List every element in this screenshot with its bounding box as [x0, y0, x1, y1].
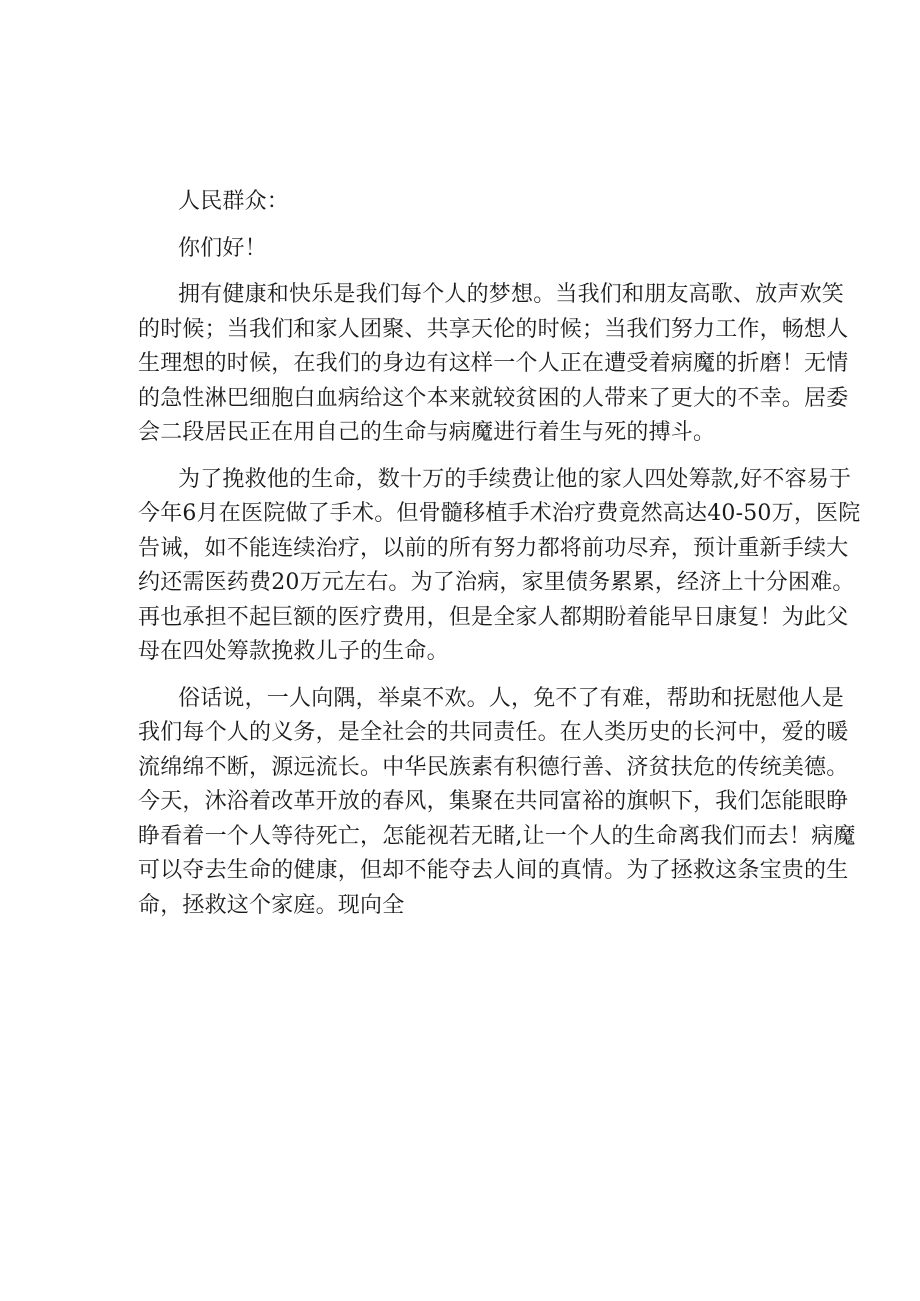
text-line: 今年6月在医院做了手术。但骨髓移植手术治疗费竟然高达40-50万，医院 — [138, 501, 861, 526]
letter-salutation: 你们好！ — [178, 235, 267, 261]
text-line: 命，拯救这个家庭。现向全 — [138, 892, 405, 918]
text-line: 生理想的时候，在我们的身边有这样一个人正在遭受着病魔的折磨！无情 — [138, 351, 849, 376]
text-line: 睁看着一个人等待死亡，怎能视若无睹,让一个人的生命离我们而去！病魔 — [138, 823, 856, 849]
text-line: 约还需医药费20万元左右。为了治病，家里债务累累，经济上十分困难。 — [138, 570, 855, 595]
text-line: 的急性淋巴细胞白血病给这个本来就较贫困的人带来了更大的不幸。居委 — [138, 385, 849, 411]
text-line: 会二段居民正在用自己的生命与病魔进行着生与死的搏斗。 — [138, 420, 716, 445]
paragraph-3 — [138, 682, 856, 924]
text-line: 俗话说，一人向隅，举桌不欢。人，免不了有难，帮助和抚慰他人是 — [178, 685, 845, 711]
text-line: 母在四处筹款挽救儿子的生命。 — [138, 639, 449, 664]
text-line: 的时候；当我们和家人团聚、共享天伦的时候；当我们努力工作，畅想人 — [138, 316, 849, 342]
text-line: 流绵绵不断，源远流长。中华民族素有积德行善、济贫扶危的传统美德。 — [138, 754, 849, 780]
text-line: 拥有健康和快乐是我们每个人的梦想。当我们和朋友高歌、放声欢笑 — [178, 282, 845, 307]
text-line: 告诫，如不能连续治疗，以前的所有努力都将前功尽弃，预计重新手续大 — [138, 535, 849, 561]
text-line: 可以夺去生命的健康，但却不能夺去人间的真情。为了拯救这条宝贵的生 — [138, 858, 849, 883]
paragraph-1 — [138, 278, 849, 451]
text-line: 今天，沐浴着改革开放的春风，集聚在共同富裕的旗帜下，我们怎能眼睁 — [138, 789, 849, 814]
text-line: 我们每个人的义务，是全社会的共同责任。在人类历史的长河中，爱的暖 — [138, 720, 849, 745]
paragraph-2 — [138, 463, 861, 670]
letter-greeting: 人民群众： — [178, 189, 290, 214]
letter-body — [138, 185, 861, 935]
text-line: 再也承担不起巨额的医疗费用，但是全家人都期盼着能早日康复！为此父 — [138, 604, 849, 630]
text-line: 为了挽救他的生命，数十万的手续费让他的家人四处筹款,好不容易于 — [178, 466, 852, 492]
